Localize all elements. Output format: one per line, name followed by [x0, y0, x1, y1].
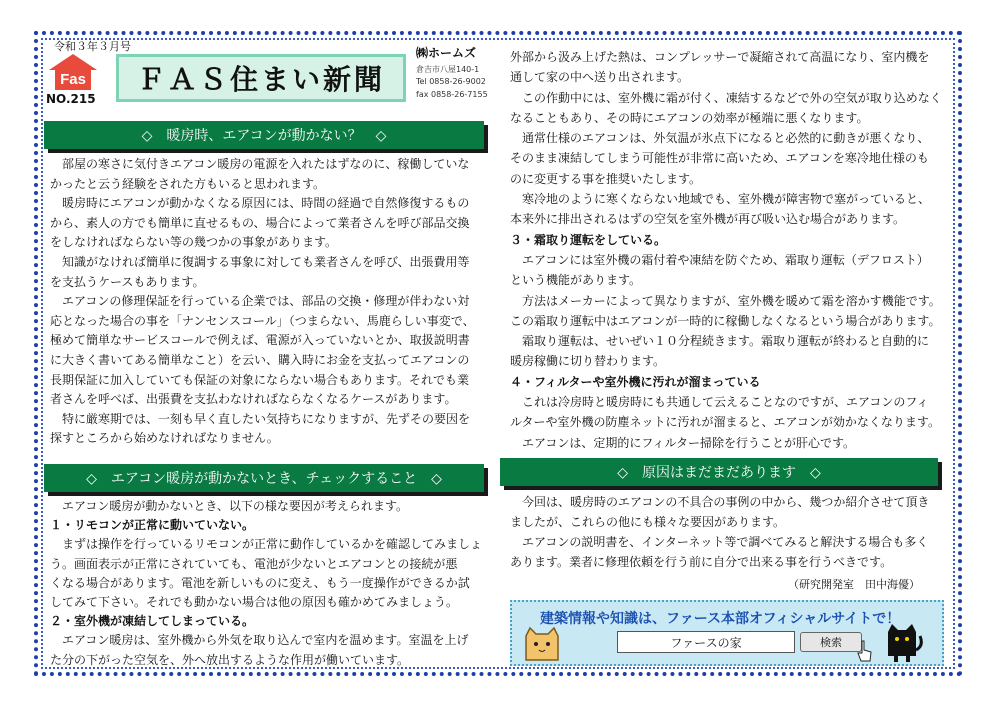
author-signature: （研究開発室 田中海優） — [788, 578, 920, 591]
company-address: 倉吉市八屋140-1 — [416, 65, 480, 74]
logo-text: Fas — [60, 71, 86, 88]
text-line: 極めて簡単なサービスコールで例えば、電源が入っていないとか、取扱説明書 — [50, 333, 470, 348]
text-line: なることもあり、その時にエアコンの効率が極端に悪くなります。 — [510, 110, 869, 125]
text-line: 外部から汲み上げた熱は、コンプレッサーで凝縮されて高温になり、室内機を — [510, 50, 930, 64]
text-line: あります。業者に修理依頼を行う前に自分で出来る事を行うべきです。 — [510, 555, 893, 569]
text-line: エアコンの修理保証を行っている企業では、部品の交換・修理が伴わない対 — [62, 294, 470, 309]
text-line: ルターや室外機の防塵ネットに汚れが溜まると、エアコンが効かなくなります。 — [510, 415, 940, 430]
text-line: 寒冷地のように寒くならない地域でも、室外機が障害物で塞がっていると、 — [522, 192, 931, 207]
company-tel: Tel 0858-26-9002 — [416, 77, 486, 86]
text-line: 部屋の寒さに気付きエアコン暖房の電源を入れたはずなのに、稼働していな — [62, 157, 470, 171]
text-line: エアコンの説明書を、インターネット等で調べてみると解決する場合も多く — [522, 535, 929, 549]
text-line: う。画面表示が正常にされていても、電池が少ないとエアコンとの接続が悪 — [50, 556, 458, 571]
subheading: ４・フィルターや室外機に汚れが溜まっている — [510, 374, 761, 389]
section-header-2: ◇ エアコン暖房が動かないとき、チェックすること ◇ — [44, 464, 484, 492]
text-line: のに変更する事を推奨いたします。 — [510, 171, 702, 186]
text-line: 者さんを呼べば、出張費を支払わなければならなくなるケースがあります。 — [50, 392, 457, 407]
text-line: 方法はメーカーによって異なりますが、室外機を暖めて霜を溶かす機能です。 — [522, 293, 941, 308]
newspaper-title: ＦＡＳ住まい新聞 — [136, 63, 385, 96]
subheading: ２・室外機が凍結してしまっている。 — [50, 614, 255, 629]
text-line: 通して家の中へ送り出されます。 — [510, 70, 690, 85]
article-left-1 — [50, 155, 475, 449]
text-line: という機能があります。 — [510, 273, 642, 288]
text-line: してみて下さい。それでも動かない場合は他の原因も確かめてみましょう。 — [50, 595, 459, 610]
text-line: そのまま凍結してしまう可能性が非常に高いため、エアコンを寒冷地仕様のも — [510, 151, 929, 166]
company-fax: fax 0858-26-7155 — [416, 90, 488, 99]
text-line: 知識がなければ簡単に復調する事象に対しても業者さんを呼び、出張費用等 — [62, 254, 470, 269]
text-line: 本来外に排出されるはずの空気を室外機が再び吸い込む場合があります。 — [510, 212, 906, 227]
text-line: 暖房時にエアコンが動かなくなる原因には、時間の経過で自然修復するもの — [62, 196, 470, 211]
text-line: ましたが、これらの他にも様々な要因があります。 — [510, 515, 786, 529]
company-name: ㈱ホームズ — [416, 46, 477, 60]
section-header-1: ◇ 暖房時、エアコンが動かない？ ◇ — [44, 121, 484, 149]
text-line: をしなければならない等の幾つかの事象があります。 — [50, 235, 338, 250]
subheading: ３・霜取り運転をしている。 — [510, 232, 667, 247]
text-line: 暖房稼働に切り替わります。 — [510, 354, 666, 369]
text-line: この霜取り運転中はエアコンが一時的に稼働しなくなるという場合があります。 — [510, 313, 941, 328]
banner-text: 建築情報や知識は、ファース本部オフィシャルサイトで！ — [540, 611, 901, 627]
text-line: 霜取り運転は、せいぜい１０分程続きます。霜取り運転が終わると自動的に — [522, 334, 930, 349]
text-line: この作動中には、室外機に霜が付く、凍結するなどで外の空気が取り込めなく — [522, 90, 942, 105]
article-left-2 — [50, 497, 482, 670]
text-line: かったと云う経験をされた方もいると思われます。 — [50, 176, 326, 191]
text-line: エアコン暖房が動かないとき、以下の様な要因が考えられます。 — [62, 499, 408, 513]
text-line: これは冷房時と暖房時にも共通して云えることなのですが、エアコンのフィ — [522, 395, 929, 410]
text-line: た分の下がった空気を、外へ放出するような作用が働いています。 — [50, 652, 410, 667]
black-cat-icon — [880, 622, 924, 664]
section-header-3: ◇ 原因はまだまだあります ◇ — [500, 458, 938, 486]
text-line: から、素人の方でも簡単に直せるもの、場合によって業者さんを呼び部品交換 — [50, 215, 470, 230]
issue-number: NO.215 — [46, 92, 96, 106]
issue-date: 令和３年３月号 — [54, 40, 131, 53]
pointer-hand-icon — [856, 640, 874, 662]
text-line: 長期保証に加入していても保証の対象にならない場合もあります。それでも業 — [50, 372, 470, 387]
text-line: くなる場合があります。電池を新しいものに変え、もう一度操作ができるか試 — [50, 575, 470, 590]
text-line: エアコンには室外機の霜付着や凍結を防ぐため、霜取り運転（デフロスト） — [522, 252, 929, 267]
text-line: 今回は、暖房時のエアコンの不具合の事例の中から、幾つか紹介させて頂き — [522, 495, 930, 509]
text-line: に大きく書いてある簡単なこと）を云い、購入時にお金を支払ってエアコンの — [50, 352, 470, 367]
text-line: を支払うケースもあります。 — [50, 274, 205, 289]
article-right-1 — [510, 47, 942, 453]
subheading: １・リモコンが正常に動いていない。 — [50, 518, 255, 533]
text-line: 探すところから始めなければなりません。 — [50, 431, 279, 446]
text-line: まずは操作を行っているリモコンが正常に動作しているかを確認してみましょ — [62, 537, 483, 552]
article-right-2 — [510, 492, 929, 572]
text-line: エアコンは、定期的にフィルター掃除を行うことが肝心です。 — [522, 435, 856, 450]
text-line: 通常仕様のエアコンは、外気温が氷点下になると必然的に動きが悪くなり、 — [522, 131, 930, 146]
fas-logo — [47, 52, 99, 92]
newspaper-title-box — [116, 54, 406, 102]
text-line: 特に厳寒期では、一刻も早く直したい気持ちになりますが、先ずその要因を — [62, 411, 471, 426]
text-line: 応となった場合の事を「ナンセンスコール」（つまらない、馬鹿らしい事変で、 — [50, 313, 475, 328]
search-input[interactable]: ファースの家 — [617, 631, 795, 653]
text-line: エアコン暖房は、室外機から外気を取り込んで室内を温めます。室温を上げ — [62, 633, 469, 648]
cat-icon — [520, 626, 564, 664]
search-button[interactable]: 検索 — [800, 632, 862, 652]
